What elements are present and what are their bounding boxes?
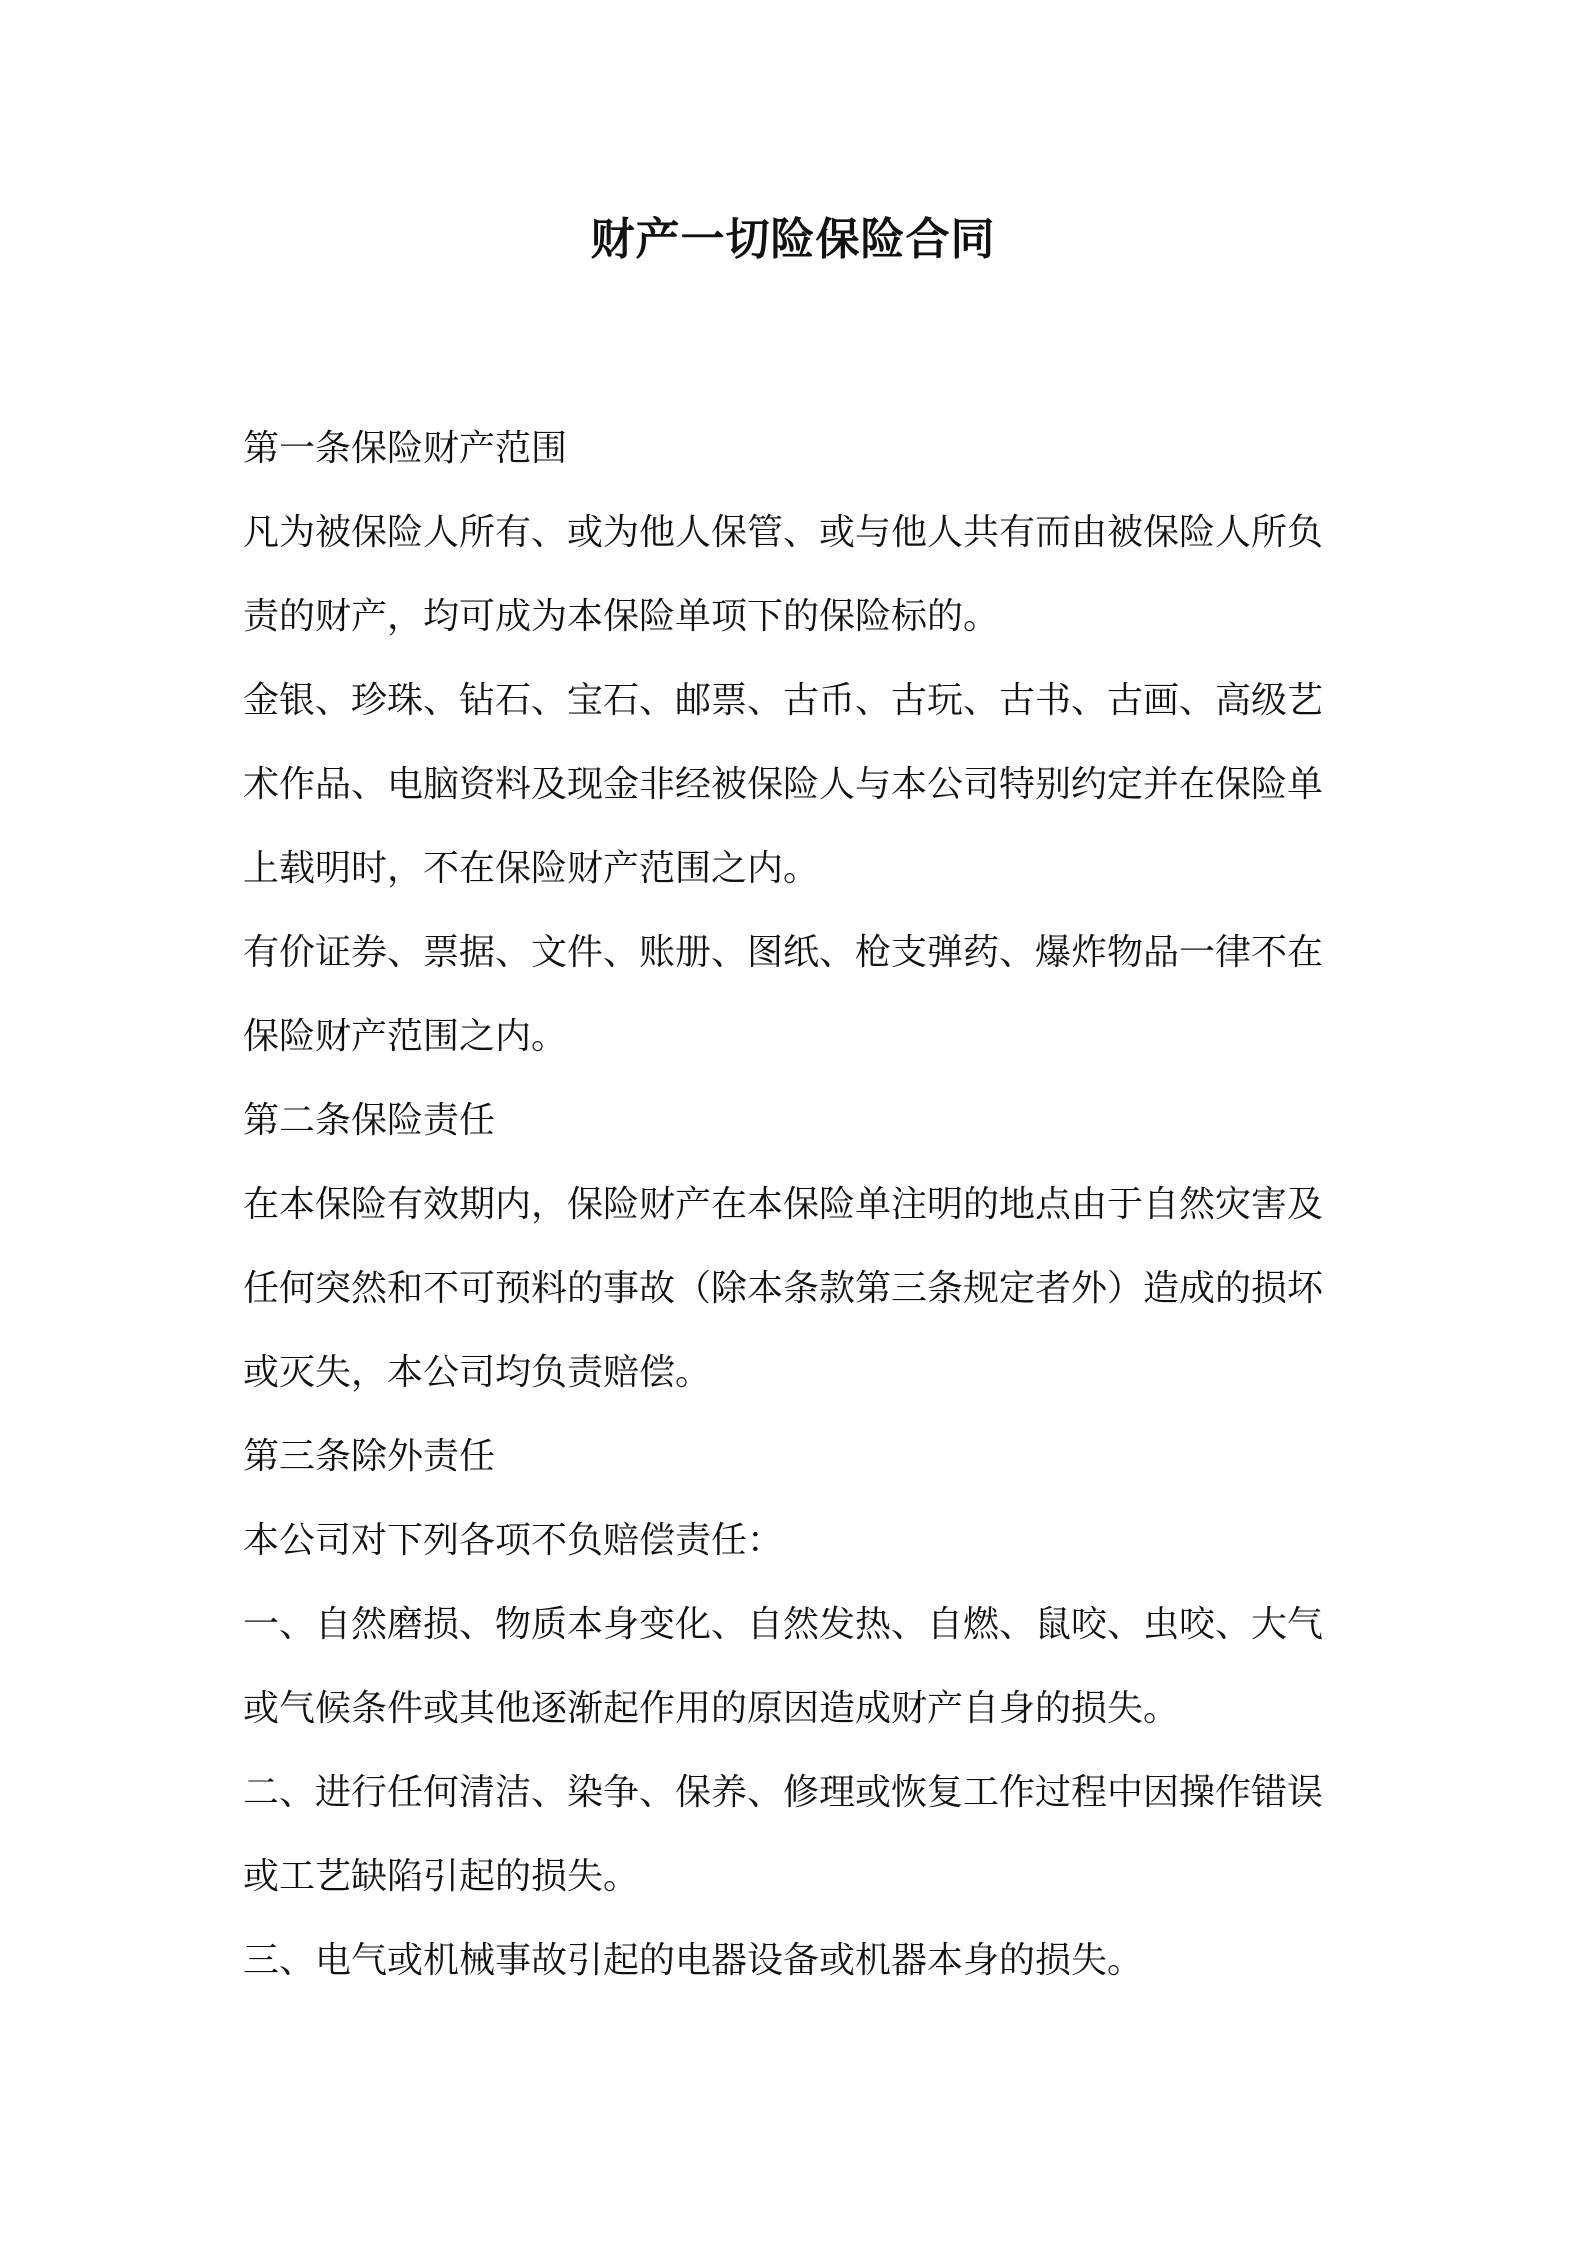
article-3-item-3: 三、电气或机械事故引起的电器设备或机器本身的损失。: [243, 1940, 1144, 1981]
article-1-paragraph-2: 金银、珍珠、钻石、宝石、邮票、古币、古玩、古书、古画、高级艺术作品、电脑资料及现金非经被保险人与本公司特别约定并在保险单上载明时，不在保险财产范围之内。: [243, 680, 1324, 889]
article-3-intro: 本公司对下列各项不负赔偿责任：: [243, 1520, 784, 1561]
article-3-item-1: 一、自然磨损、物质本身变化、自然发热、自燃、鼠咬、虫咬、大气或气候条件或其他逐渐起作用的原因造成财产自身的损失。: [243, 1604, 1324, 1729]
article-3-heading: 第三条除外责任: [243, 1436, 496, 1477]
article-1-paragraph-1: 凡为被保险人所有、或为他人保管、或与他人共有而由被保险人所负责的财产，均可成为本保险单项下的保险标的。: [243, 512, 1324, 637]
article-3-item-2: 二、进行任何清洁、染争、保养、修理或恢复工作过程中因操作错误或工艺缺陷引起的损失。: [243, 1772, 1324, 1897]
article-2-paragraph-1: 在本保险有效期内，保险财产在本保险单注明的地点由于自然灾害及任何突然和不可预料的事故（除本条款第三条规定者外）造成的损坏或灭失，本公司均负责赔偿。: [243, 1184, 1324, 1393]
document-body: [243, 407, 1358, 2003]
article-2-heading: 第二条保险责任: [243, 1100, 496, 1141]
article-1-heading: 第一条保险财产范围: [243, 428, 568, 469]
article-1-paragraph-3: 有价证券、票据、文件、账册、图纸、枪支弹药、爆炸物品一律不在保险财产范围之内。: [243, 932, 1324, 1057]
document-title: 财产一切险保险合同: [590, 214, 996, 265]
